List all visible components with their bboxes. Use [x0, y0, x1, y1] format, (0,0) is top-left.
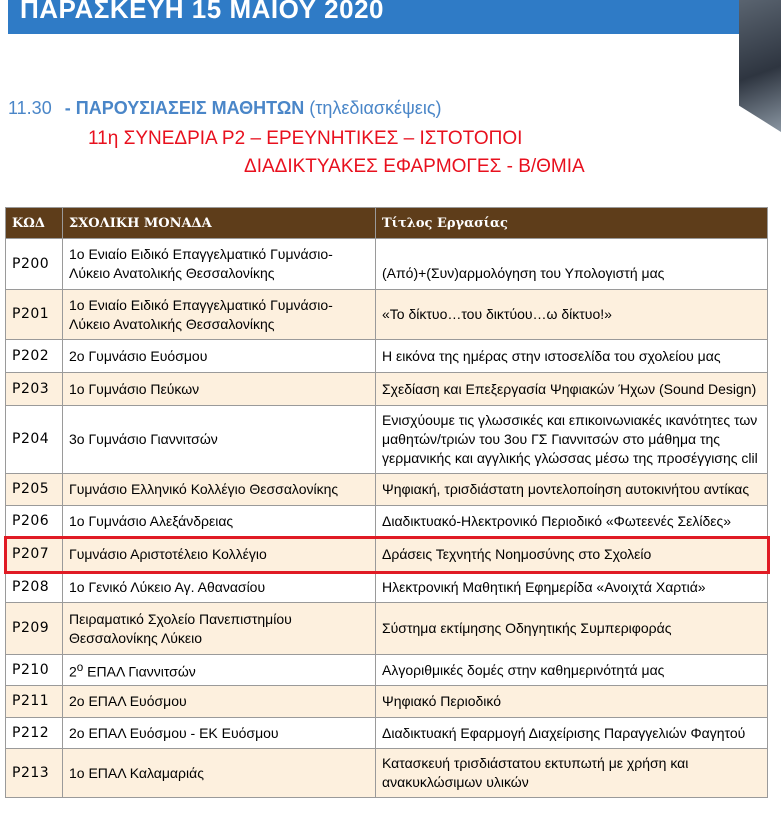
row-school: 2ο ΕΠΑΛ Ευόσμου: [63, 686, 376, 718]
row-work: Ψηφιακό Περιοδικό: [376, 686, 768, 718]
session-time: 11.30: [8, 98, 52, 118]
table-row: [6, 718, 768, 749]
row-code: P205: [6, 474, 63, 506]
school-line: Λύκειο Ανατολικής Θεσσαλονίκης: [69, 315, 275, 332]
date-banner-title: ΠΑΡΑΣΚΕΥΗ 15 ΜΑΙΟΥ 2020: [20, 0, 385, 24]
row-school: Γυμνάσιο Ελληνικό Κολλέγιο Θεσσαλονίκης: [63, 474, 376, 506]
school-number: 2: [69, 663, 77, 680]
row-work: [376, 239, 768, 290]
row-work: Σύστημα εκτίμησης Οδηγητικής Συμπεριφοράς: [376, 603, 768, 655]
row-code: P203: [6, 373, 63, 406]
school-line: 1ο Ενιαίο Ειδικό Επαγγελματικό Γυμνάσιο-: [69, 296, 333, 313]
table-row: [6, 506, 768, 538]
row-code: P208: [6, 572, 63, 603]
school-line: 1ο Ενιαίο Ειδικό Επαγγελματικό Γυμνάσιο-: [69, 246, 333, 262]
header-work-title: Τίτλος Εργασίας: [376, 208, 768, 239]
row-school: 2ο Γυμνάσιο Ευόσμου: [63, 340, 376, 373]
row-code: P200: [6, 239, 63, 290]
row-code: P210: [6, 655, 63, 686]
header-school: ΣΧΟΛΙΚΗ ΜΟΝΑΔΑ: [63, 208, 376, 239]
row-school: 1ο ΕΠΑΛ Καλαμαριάς: [63, 749, 376, 798]
school-ordinal: ο: [76, 661, 84, 675]
work-line: (Από)+(Συν)αρμολόγηση του Υπολογιστή μας: [382, 265, 665, 281]
table-row-highlighted: [6, 538, 768, 572]
work-line: Κατασκευή τρισδιάστατου εκτυπωτή με χρήση και: [382, 755, 689, 771]
row-work: Σχεδίαση και Επεξεργασία Ψηφιακών Ήχων (Sound Design): [376, 373, 768, 406]
work-line: γερμανικής και αγγλικής γλώσσας μέσω της προσέγγισης clil: [382, 450, 758, 466]
presentations-table: [5, 207, 768, 798]
table-row: [6, 686, 768, 718]
row-code: P211: [6, 686, 63, 718]
school-line: Πειραματικό Σχολείο Πανεπιστημίου: [69, 610, 292, 627]
row-school: 1ο Γενικό Λύκειο Αγ. Αθανασίου: [63, 572, 376, 603]
school-line: Λύκειο Ανατολικής Θεσσαλονίκης: [69, 265, 275, 281]
school-name-rest: ΕΠΑΛ Γιαννιτσών: [83, 663, 196, 680]
row-school: [63, 655, 376, 686]
row-work: Διαδικτυακό-Ηλεκτρονικό Περιοδικό «Φωτεενές Σελίδες»: [376, 506, 768, 538]
table-row: [6, 603, 768, 655]
row-code: P204: [6, 406, 63, 474]
session-name-line1: 11η ΣΥΝΕΔΡΙΑ Ρ2 – ΕΡΕΥΝΗΤΙΚΕΣ – ΙΣΤΟΤΟΠΟΙ: [88, 128, 523, 149]
table-row: [6, 406, 768, 474]
row-code: P212: [6, 718, 63, 749]
table-row: [6, 340, 768, 373]
table-row: [6, 749, 768, 798]
work-line: μαθητών/τριών του 3ου ΓΣ Γιαννιτσών στο μάθημα της: [382, 431, 721, 447]
table-row: [6, 572, 768, 603]
row-school: [63, 239, 376, 290]
table-row: [6, 239, 768, 290]
session-title: - ΠΑΡΟΥΣΙΑΣΕΙΣ ΜΑΘΗΤΩΝ: [64, 98, 305, 118]
row-school: Γυμνάσιο Αριστοτέλειο Κολλέγιο: [63, 538, 376, 572]
row-code: P206: [6, 506, 63, 538]
session-heading: [8, 98, 442, 119]
session-name-line2: ΔΙΑΔΙΚΤΥΑΚΕΣ ΕΦΑΡΜΟΓΕΣ - Β/ΘΜΙΑ: [244, 156, 585, 177]
table-row: [6, 655, 768, 686]
row-work: «Το δίκτυο…του δικτύου…ω δίκτυο!»: [376, 290, 768, 340]
session-subtitle: (τηλεδιασκέψεις): [309, 98, 442, 118]
row-work: [376, 406, 768, 474]
row-code: P201: [6, 290, 63, 340]
row-code: P202: [6, 340, 63, 373]
row-work: Ψηφιακή, τρισδιάστατη μοντελοποίηση αυτοκινήτου αντίκας: [376, 474, 768, 506]
row-school: 1ο Γυμνάσιο Πεύκων: [63, 373, 376, 406]
work-line: ανακυκλώσιμων υλικών: [382, 774, 529, 790]
row-code: P209: [6, 603, 63, 655]
table-row: [6, 373, 768, 406]
row-school: 3ο Γυμνάσιο Γιαννιτσών: [63, 406, 376, 474]
work-line: Ενισχύουμε τις γλωσσικές και επικοινωνιακές ικανότητες των: [382, 412, 758, 428]
row-code: P213: [6, 749, 63, 798]
row-school: 1ο Γυμνάσιο Αλεξάνδρειας: [63, 506, 376, 538]
table-header-row: [6, 208, 768, 239]
row-work: Η εικόνα της ημέρας στην ιστοσελίδα του σχολείου μας: [376, 340, 768, 373]
row-school: [63, 603, 376, 655]
row-code: P207: [6, 538, 63, 572]
row-work: Αλγοριθμικές δομές στην καθημερινότητά μας: [376, 655, 768, 686]
row-school: 2ο ΕΠΑΛ Ευόσμου - ΕΚ Ευόσμου: [63, 718, 376, 749]
row-work: Διαδικτυακή Εφαρμογή Διαχείρισης Παραγγελιών Φαγητού: [376, 718, 768, 749]
date-banner: [8, 0, 743, 34]
school-line: Θεσσαλονίκης Λύκειο: [69, 629, 202, 646]
corner-photo: [739, 0, 781, 132]
table-row: [6, 474, 768, 506]
table-row: [6, 290, 768, 340]
row-work: [376, 749, 768, 798]
header-code: ΚΩΔ: [6, 208, 63, 239]
row-school: [63, 290, 376, 340]
row-work: Δράσεις Τεχνητής Νοημοσύνης στο Σχολείο: [376, 538, 768, 572]
row-work: Ηλεκτρονική Μαθητική Εφημερίδα «Ανοιχτά Χαρτιά»: [376, 572, 768, 603]
